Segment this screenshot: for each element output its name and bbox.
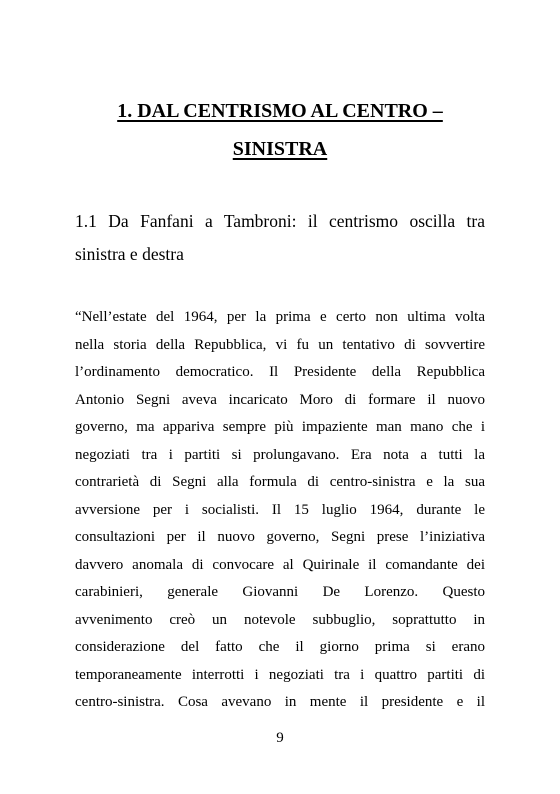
body-line: Antonio Segni aveva incaricato Moro di formare il nuovo	[75, 391, 485, 408]
body-line: contrarietà di Segni alla formula di centro-sinistra e la sua	[75, 474, 485, 490]
section-title-line-1: 1.1 Da Fanfani a Tambroni: il centrismo oscilla tra	[75, 211, 485, 231]
chapter-title	[75, 92, 485, 168]
body-line: avversione per i socialisti. Il 15 luglio 1964, durante le	[75, 501, 485, 518]
body-line: governo, ma appariva sempre più impaziente man mano che i	[75, 419, 485, 435]
body-line: nella storia della Repubblica, vi fu un tentativo di sovvertire	[75, 336, 485, 353]
body-line: consultazioni per il nuovo governo, Segni prese l’iniziativa	[75, 529, 485, 545]
body-line: negoziati tra i partiti si prolungavano. Era nota a tutti la	[75, 446, 485, 463]
body-line: centro-sinistra. Cosa avevano in mente il presidente e il	[75, 694, 485, 710]
chapter-title-line-1: 1. DAL CENTRISMO AL CENTRO –	[117, 100, 443, 122]
body-line: carabinieri, generale Giovanni De Lorenzo. Questo	[75, 584, 485, 600]
chapter-title-line-2: SINISTRA	[232, 138, 328, 160]
section-title-line-2: sinistra e destra	[75, 244, 184, 264]
body-line: avvenimento creò un notevole subbuglio, soprattutto in	[75, 611, 485, 628]
body-line: “Nell’estate del 1964, per la prima e certo non ultima volta	[75, 309, 485, 325]
body-line: davvero anomala di convocare al Quirinale il comandante dei	[75, 556, 485, 573]
page-number: 9	[276, 730, 284, 746]
body-line: l’ordinamento democratico. Il Presidente della Repubblica	[75, 364, 485, 380]
body-paragraph	[75, 304, 485, 717]
body-line: temporaneamente interrotti i negoziati tra i quattro partiti di	[75, 666, 485, 683]
body-line: considerazione del fatto che il giorno prima si erano	[75, 639, 485, 655]
section-title	[75, 205, 485, 271]
